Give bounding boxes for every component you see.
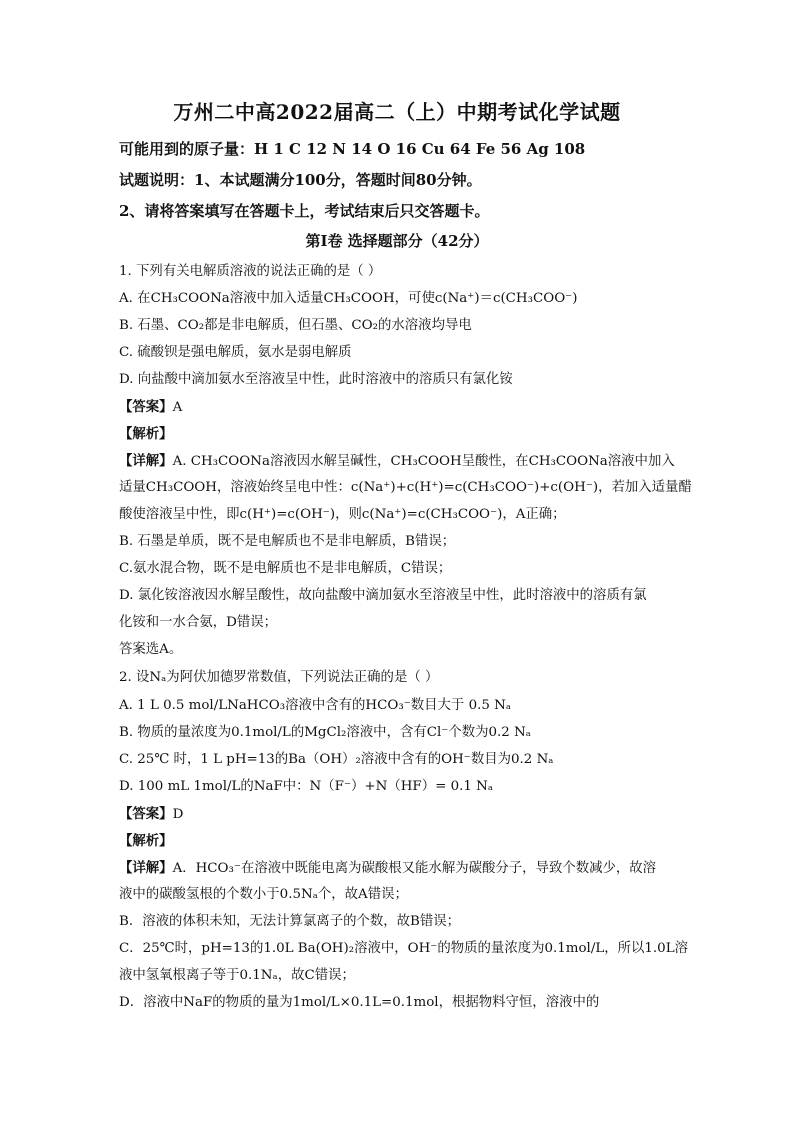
q2-analysis-tag: 【解析】 [119,833,173,849]
q2-stem: 2. 设Nₐ为阿伏加德罗常数值，下列说法正确的是（ ） [119,670,439,685]
q1-answer-tag: 【答案】 [119,399,173,415]
q2-detail-c1: C．25℃时，pH=13的1.0L Ba(OH)₂溶液中，OH⁻的物质的量浓度为0.1mol/L，所以1.0L溶 [119,941,688,956]
atomic-masses: 可能用到的原子量：H 1 C 12 N 14 O 16 Cu 64 Fe 56 Ag 108 [119,140,586,158]
q1-detail-3: 酸使溶液呈中性，即c(H⁺)=c(OH⁻)，则c(Na⁺)=c(CH₃COO⁻)，A正确； [119,507,566,522]
q1-detail-2: 适量CH₃COOH，溶液始终呈电中性：c(Na⁺)+c(H⁺)=c(CH₃COO⁻)+c(OH⁻)，若加入适量醋 [119,480,692,495]
q1-answer-value: A [172,400,183,415]
q2-detail-d1: D．溶液中NaF的物质的量为1mol/L×0.1L=0.1mol，根据物料守恒，溶液中的 [119,995,600,1010]
q1-detail-1 [119,451,679,472]
q2-option-b: B. 物质的量浓度为0.1mol/L的MgCl₂溶液中，含有Cl⁻个数为0.2 Nₐ [119,725,531,740]
q2-answer-tag: 【答案】 [119,806,173,822]
q1-analysis-tag: 【解析】 [119,426,173,442]
q2-detail-b: B．溶液的体积未知，无法计算氯离子的个数，故B错误； [119,914,461,929]
q1-detail-d1: D. 氯化铵溶液因水解呈酸性，故向盐酸中滴加氨水至溶液呈中性，此时溶液中的溶质有氯 [119,588,647,603]
q2-answer-value: D [172,807,184,822]
q1-detail-b: B. 石墨是单质，既不是电解质也不是非电解质，B错误； [119,534,456,549]
q2-detail-a1 [119,858,679,879]
q1-conclusion: 答案选A。 [119,642,183,657]
q1-option-d: D. 向盐酸中滴加氨水至溶液呈中性，此时溶液中的溶质只有氯化铵 [119,372,513,387]
q1-detail-d2: 化铵和一水合氨，D错误； [119,615,278,630]
q1-detail-1-text: A. CH₃COONa溶液因水解呈碱性，CH₃COOH呈酸性，在CH₃COONa溶液中加入 [172,454,675,469]
q2-option-a: A. 1 L 0.5 mol/LNaHCO₃溶液中含有的HCO₃⁻数目大于 0.5 Nₐ [119,698,512,713]
section-title: 第Ⅰ卷 选择题部分（42分） [305,232,489,250]
q1-option-a: A. 在CH₃COONa溶液中加入适量CH₃COOH，可使c(Na⁺)＝c(CH₃COO⁻) [119,291,578,306]
q1-detail-c: C.氨水混合物，既不是电解质也不是非电解质，C错误； [119,561,452,576]
q1-stem: 1. 下列有关电解质溶液的说法正确的是（ ） [119,264,382,279]
q2-detail-tag: 【详解】 [119,860,173,876]
q1-answer [119,397,679,418]
q2-detail-a1-text: A．HCO₃⁻在溶液中既能电离为碳酸根又能水解为碳酸分子，导致个数减少，故溶 [172,861,657,876]
q1-option-c: C. 硫酸钡是强电解质，氨水是弱电解质 [119,345,352,360]
page-title: 万州二中高2022届高二（上）中期考试化学试题 [173,100,621,124]
q1-detail-tag: 【详解】 [119,453,173,469]
exam-note-1: 试题说明：1、本试题满分100分，答题时间80分钟。 [119,171,482,189]
exam-note-2: 2、请将答案填写在答题卡上，考试结束后只交答题卡。 [119,202,490,220]
q2-option-d: D. 100 mL 1mol/L的NaF中：N（F⁻）+N（HF）= 0.1 Nₐ [119,779,494,794]
q2-answer [119,804,679,825]
q2-detail-c2: 液中氢氧根离子等于0.1Nₐ，故C错误； [119,968,355,983]
q2-detail-a2: 液中的碳酸氢根的个数小于0.5Nₐ个，故A错误； [119,887,408,902]
q2-option-c: C. 25℃ 时，1 L pH=13的Ba（OH）₂溶液中含有的OH⁻数目为0.2 Nₐ [119,752,554,767]
q1-option-b: B. 石墨、CO₂都是非电解质，但石墨、CO₂的水溶液均导电 [119,318,472,333]
